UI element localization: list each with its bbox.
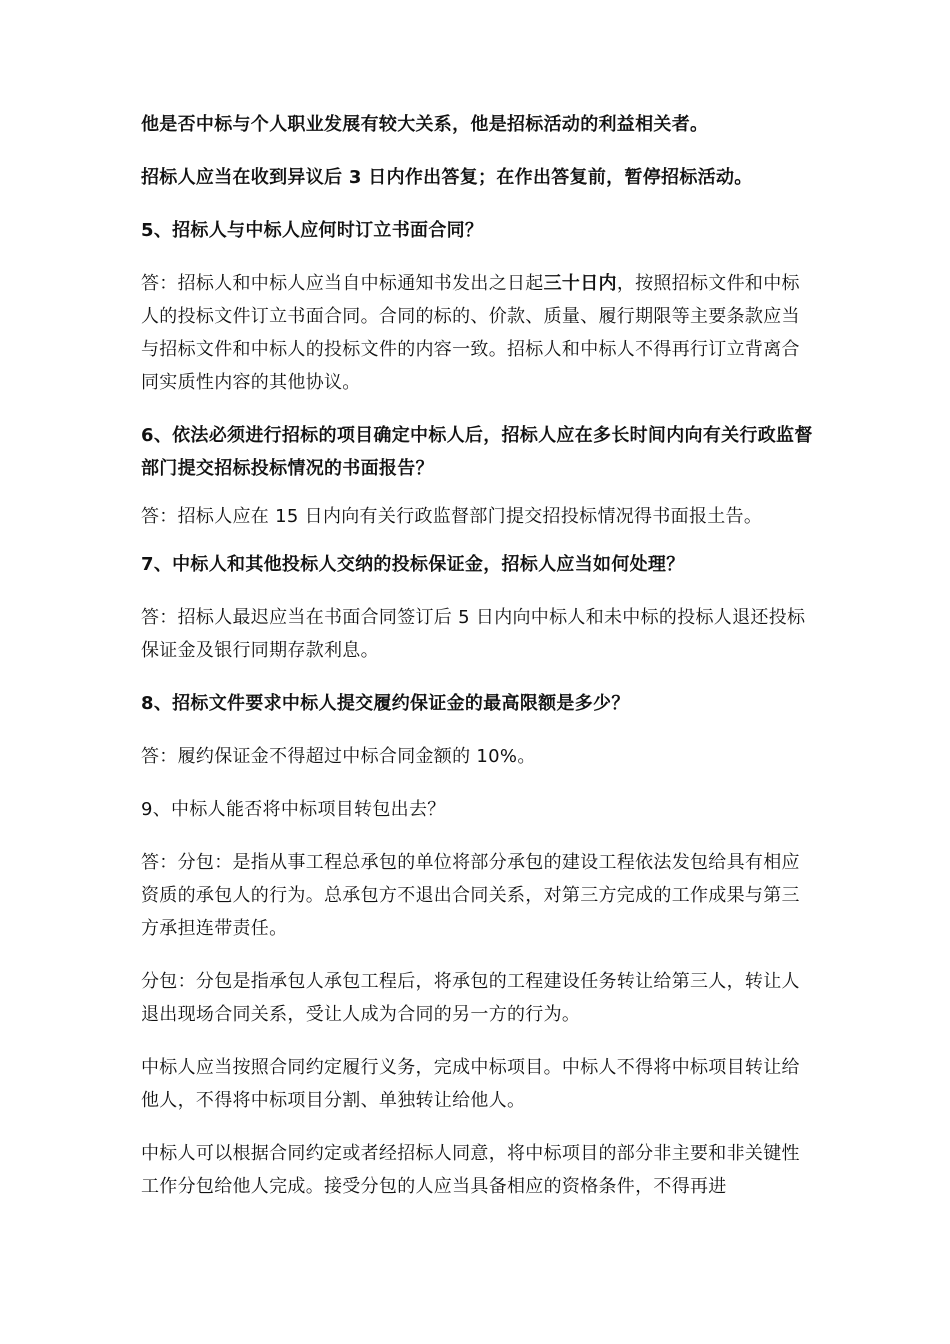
answer-9-transfer-definition: 分包：分包是指承包人承包工程后，将承包的工程建设任务转让给第三人，转让人退出现场合同关系，受让人成为合同的另一方的行为。	[141, 971, 800, 1025]
question-5-heading: 5、招标人与中标人应何时订立书面合同？	[141, 220, 484, 241]
answer-5-text-start: 答：招标人和中标人应当自中标通知书发出之日起	[141, 273, 544, 294]
answer-8: 答：履约保证金不得超过中标合同金额的 10%。	[141, 746, 536, 767]
answer-5-text-end: ，按照招标文件和中标人的投标文件订立书面合同。合同的标的、价款、质量、履行期限等主要条款应当与招标文件和中标人的投标文件的内容一致。招标人和中标人不得再行订立背离合同实质性内容的其他协议。	[141, 273, 800, 393]
answer-9-subcontract-permission: 中标人可以根据合同约定或者经招标人同意，将中标项目的部分非主要和非关键性工作分包给他人完成。接受分包的人应当具备相应的资格条件，不得再进	[141, 1143, 800, 1197]
answer-6: 答：招标人应在 15 日内向有关行政监督部门提交招投标情况得书面报土告。	[141, 506, 763, 527]
answer-9-obligation: 中标人应当按照合同约定履行义务，完成中标项目。中标人不得将中标项目转让给他人，不得将中标项目分割、单独转让给他人。	[141, 1057, 800, 1111]
question-7-heading: 7、中标人和其他投标人交纳的投标保证金，招标人应当如何处理？	[141, 554, 685, 575]
question-9-heading: 9、中标人能否将中标项目转包出去？	[141, 799, 446, 820]
question-8-heading: 8、招标文件要求中标人提交履约保证金的最高限额是多少？	[141, 693, 630, 714]
answer-5	[141, 267, 813, 399]
document-page	[141, 108, 813, 1223]
paragraph-objection-reply: 招标人应当在收到异议后 3 日内作出答复；在作出答复前，暂停招标活动。	[141, 167, 753, 188]
answer-5-emphasis: 三十日内	[543, 273, 617, 294]
paragraph-stakeholder-note: 他是否中标与个人职业发展有较大关系，他是招标活动的利益相关者。	[141, 114, 709, 135]
answer-9-subcontract-definition: 答：分包：是指从事工程总承包的单位将部分承包的建设工程依法发包给具有相应资质的承包人的行为。总承包方不退出合同关系，对第三方完成的工作成果与第三方承担连带责任。	[141, 852, 800, 939]
answer-7: 答：招标人最迟应当在书面合同签订后 5 日内向中标人和未中标的投标人退还投标保证金及银行同期存款利息。	[141, 607, 806, 661]
question-6-heading: 6、依法必须进行招标的项目确定中标人后，招标人应在多长时间内向有关行政监督部门提交招标投标情况的书面报告？	[141, 425, 813, 479]
